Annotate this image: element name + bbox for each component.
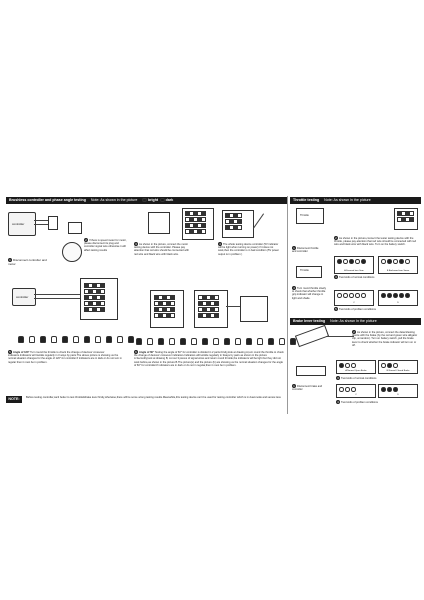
tester-device xyxy=(182,208,214,240)
brushless-step2: 2 If there is speed meter for motor, please disconnect its plug and controller signal wire otherwise it will affect testing results xyxy=(84,238,127,252)
note-label: NOTE: xyxy=(6,396,22,403)
legend-bright: bright xyxy=(147,198,159,202)
throttle-panel-b xyxy=(378,256,418,274)
meter-plug xyxy=(68,222,82,234)
wire xyxy=(34,298,80,299)
brake-panel-c xyxy=(336,384,376,398)
wire xyxy=(34,224,48,225)
throttle-header-note: Note: As shown in the picture xyxy=(324,198,371,202)
throttle-step2: 2 As shown in the picture,connect the tester testing device with the throttle, please pay attention that red wire should be connected with red wire and black wire with black wire. Turn on the battery switch. xyxy=(334,236,417,247)
throttle-panel-a-label: A Forward turn Sam xyxy=(344,270,364,272)
angle120-text: Turn round the throttle to check the change of devices' crossover indicators.Indicators will twinkle regularly in 3 ways by pairs.The above picture is showing us the normal situation changes for the angle of 120°.for controller.If indicators are in dark or do not turn in regular then it must be in problem. xyxy=(8,351,122,364)
tester-pin-grid xyxy=(397,211,412,222)
manual-sheet xyxy=(0,190,424,420)
legend-dark: dark xyxy=(165,198,174,202)
throttle-label: Throttle xyxy=(300,214,309,217)
throttle-panel-a xyxy=(334,256,374,274)
tester-device-60b xyxy=(194,290,228,328)
controller-label: controller xyxy=(12,222,25,226)
tester-device-120 xyxy=(80,278,118,320)
tester-device-60a xyxy=(150,290,184,328)
controller-label-120: controller xyxy=(16,295,29,299)
brushless-header-title: Brushless controller and phase angle testing xyxy=(9,198,86,202)
brake-panel-d xyxy=(378,384,418,398)
controller-block-120 xyxy=(12,288,36,306)
brushless-section-header xyxy=(6,197,287,204)
throttle-label-2: Throttle xyxy=(300,269,309,272)
controller-block xyxy=(8,212,36,236)
indicator-row-120 xyxy=(18,336,134,343)
throttle-step4: 4 Turn round throttle slowly to check that whether throttle grip indicator will change in light and shade. xyxy=(292,286,327,300)
screwdriver-icon xyxy=(253,213,264,228)
throttle-panel-d-label: D xyxy=(397,302,399,304)
brake-panel-c-label: C xyxy=(355,394,357,396)
angle60-title: Angle of 60° xyxy=(139,351,155,354)
brake-header-note: Note: As shown in the picture xyxy=(330,319,377,323)
throttle-panel-d xyxy=(378,290,418,306)
wire xyxy=(326,336,354,337)
throttle-step1: 1 Disconnect throttle and controller xyxy=(292,246,319,254)
note-text: Before testing controller,we'd better to test throttle&brake lever firstly,otherwise,there will be some wrong testing results.Meanwhile,this testing device can't be used for testing controller which is in dual-mode and sensor-less xyxy=(26,396,281,399)
brake-panel-a xyxy=(336,360,376,374)
brake-handle xyxy=(296,366,326,376)
section-divider xyxy=(287,196,288,414)
throttle-panel-b-label: B Backward turn Same xyxy=(386,270,410,272)
brake-panel-d-label: D xyxy=(397,394,399,396)
tester-pin-grid xyxy=(154,295,173,318)
tester-pin-grid xyxy=(185,211,204,234)
throttle-step3: 3 Two kinds of normal conditions xyxy=(335,275,375,279)
speed-meter-gauge xyxy=(62,242,82,262)
throttle-step5: 5 Two kinds of problem conditions xyxy=(335,307,376,311)
brake-panel-a-label: A Normal Open Brake xyxy=(345,370,367,372)
throttle-tester-device xyxy=(394,208,418,230)
throttle-panel-c-label: C xyxy=(353,302,355,304)
angle60-text: Testing the angle of 60° for controller is divided in 2 parts.Firstly,look at drawing A,turn round the throttle to check the change of devices' crossover indicators.Indicators will twinkle regularly in 3ways by pairs as shown in the picture A.Secondly,look at drawing B, cut out 3 pieces of signal wires and return round throttle,the indicators will be light but they did not work before,as shown in the picture B.The picture(s) and the picture (b) are showing us the normal situation changes for the angle of 60° for controller.If indicators are in dark or do not in regular,then it must be in problem. xyxy=(134,351,284,367)
throttle-header-title: Throttle testing xyxy=(293,198,320,202)
throttle-section-header xyxy=(290,197,421,204)
tester-pin-grid xyxy=(84,283,103,312)
brake-step4: 4 Two kinds of problem conditions xyxy=(337,400,378,404)
brake-lever xyxy=(295,325,329,347)
tester-device-switch xyxy=(222,210,254,238)
brushless-legend xyxy=(141,198,173,202)
angle60-description: 6 Angle of 60° Testing the angle of 60° for controller is divided in 2 parts.Firstly,look at drawing A,turn round the throttle to check the change of devices' crossover indicators.Indicators will twinkle regularly in 3ways by pairs as shown in the picture A.Secondly,look at drawing B, cut out 3 pieces of signal wires and return round throttle,the indicators will be light but they did not work before,as shown in the picture B.The picture(s) and the picture (b) are showing us the normal situation changes for the angle of 60° for controller.If indicators are in dark or do not in regular,then it must be in problem. xyxy=(134,350,284,367)
tester-device-60c xyxy=(240,296,268,322)
indicator-row-60 xyxy=(136,338,296,345)
wire xyxy=(34,220,48,221)
brake-section-header xyxy=(290,318,421,325)
brake-step3: 3 Two kinds of normal conditions xyxy=(337,376,377,380)
bright-dot-icon xyxy=(142,198,147,203)
angle120-description: 5 Angle of 120° Turn round the throttle to check the change of devices' crossover indicators.Indicators will twinkle regularly in 3 ways by pairs.The above picture is showing us the normal situation changes for the angle of 120°.for controller.If indicators are in dark or do not turn in regular then it must be in problem. xyxy=(8,350,122,364)
throttle-panel-c xyxy=(334,290,374,306)
brushless-header-note: Note: As shown in the picture xyxy=(90,198,138,202)
wire xyxy=(226,306,240,307)
brushless-step4: 4 The whole testing device controller (5V indicator will be light when turning on power) if it does not work,then the controller is in bad condition (5V power output is in problem ) xyxy=(218,242,279,256)
brake-step2: 2 As shown in the picture, connect the detect/testing device with the brake (by the red and green wire alligator clip, at random). Turn on battery switch, pull the brake lever to check whether the brake indicator will turn on or off. xyxy=(352,330,418,347)
connector-plug xyxy=(48,216,58,230)
brake-panel-b xyxy=(378,360,418,374)
tester-pin-grid xyxy=(198,295,217,318)
tester-pin-grid xyxy=(225,213,240,230)
brushless-step1: 1 Disconnect controller and motor xyxy=(8,258,47,266)
brushless-step3: 3 As shown in the picture, connect the motor testing device with the controller. Please pay attention that red wire should be connected with red wire and black wire with black wire. xyxy=(134,242,189,256)
brake-step1: 1 Disconnect brake and controller xyxy=(292,384,323,392)
dark-dot-icon xyxy=(160,198,165,203)
angle120-title: Angle of 120° xyxy=(13,351,30,354)
brake-header-title: Brake lever testing xyxy=(293,319,326,323)
wire xyxy=(34,294,80,295)
controller-connector-panel xyxy=(148,212,170,234)
brake-panel-b-label: B Normal Closed Brake xyxy=(386,370,410,372)
